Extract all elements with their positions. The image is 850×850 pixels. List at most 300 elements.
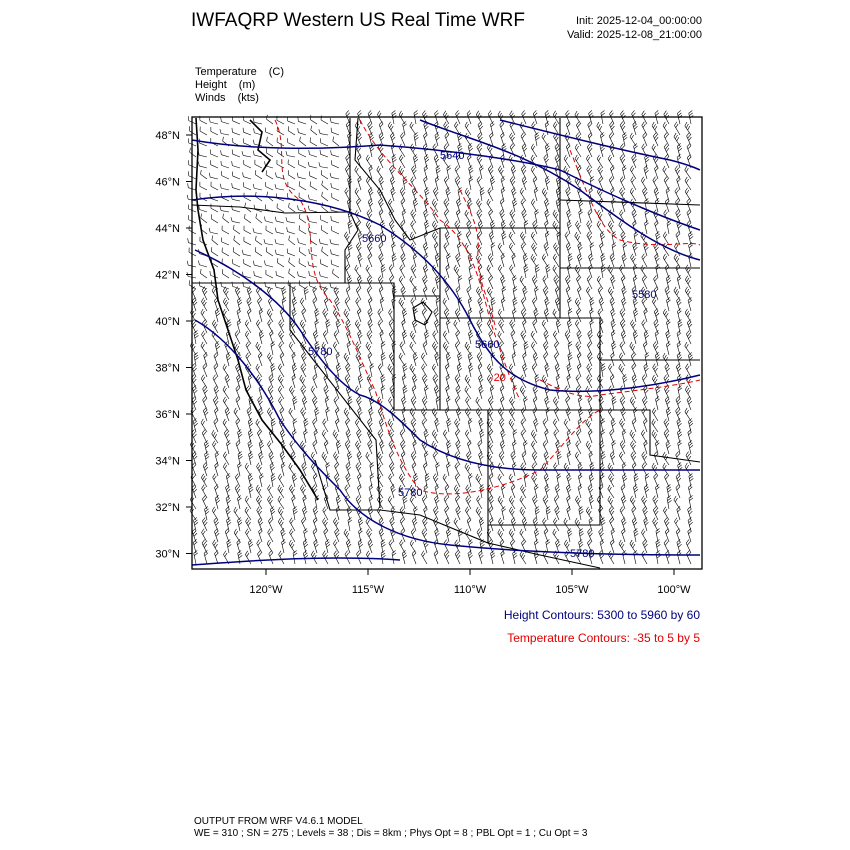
wind-barb xyxy=(574,496,584,509)
wind-barb xyxy=(209,182,220,190)
wind-barb xyxy=(210,236,220,245)
wind-barb xyxy=(413,253,420,267)
wind-barb xyxy=(535,132,541,146)
wind-barb xyxy=(619,155,628,168)
wind-barb xyxy=(530,441,540,454)
wind-barb xyxy=(410,419,420,432)
wind-barb xyxy=(651,419,662,432)
wind-barb xyxy=(629,254,639,267)
wind-barb xyxy=(267,320,277,333)
wind-barb xyxy=(633,275,640,289)
wind-barb xyxy=(531,276,540,289)
wind-barb xyxy=(334,462,343,476)
wind-barb xyxy=(607,155,617,168)
wind-barb xyxy=(388,265,397,278)
wind-barb xyxy=(442,298,453,311)
wind-barb xyxy=(444,132,453,146)
wind-barb xyxy=(541,188,551,201)
wind-barb xyxy=(597,166,607,179)
wind-barb xyxy=(641,122,651,135)
wind-barb xyxy=(189,441,199,454)
wind-barb xyxy=(210,214,221,223)
wind-barb xyxy=(488,495,497,509)
wind-barb xyxy=(211,320,221,333)
wind-barb xyxy=(277,507,287,520)
field-height: Height (m) xyxy=(195,79,256,91)
wind-barb xyxy=(645,352,651,366)
wind-barb xyxy=(257,298,266,311)
wind-barb xyxy=(264,170,275,179)
wind-barb xyxy=(519,551,530,564)
wind-barb xyxy=(677,319,683,333)
lon-tick-label: 115°W xyxy=(351,584,385,596)
wind-barb xyxy=(454,474,463,487)
wind-barb xyxy=(345,473,354,487)
wind-barb xyxy=(557,451,563,465)
wind-barb xyxy=(289,518,299,531)
wind-barb xyxy=(497,463,507,476)
wind-barb xyxy=(209,127,220,135)
wind-barb xyxy=(354,320,364,333)
wind-barb xyxy=(297,149,308,157)
wind-barb xyxy=(619,441,628,454)
wind-barb xyxy=(287,236,297,245)
wind-barb xyxy=(673,287,684,300)
wind-barb xyxy=(345,419,354,432)
wind-barb xyxy=(665,187,672,201)
wind-barb xyxy=(630,353,639,366)
wind-barb xyxy=(587,209,596,223)
wind-barb xyxy=(553,243,563,256)
wind-barb xyxy=(266,309,276,322)
wind-barb xyxy=(633,484,640,498)
wind-barb xyxy=(267,485,277,498)
wind-barb xyxy=(642,188,651,201)
wind-barb xyxy=(257,551,266,564)
wind-barb xyxy=(655,440,662,454)
wind-barb xyxy=(193,517,200,531)
wind-barb xyxy=(501,484,508,498)
wind-barb xyxy=(219,117,230,124)
wind-barb xyxy=(585,441,595,454)
wind-barb xyxy=(245,518,255,531)
wind-barb xyxy=(673,133,684,146)
wind-barb xyxy=(598,550,607,564)
wind-barb xyxy=(299,485,309,498)
wind-barb xyxy=(508,419,518,432)
wind-barb xyxy=(502,286,508,300)
wind-barb xyxy=(520,331,530,344)
wind-barb xyxy=(629,133,639,146)
wind-barb xyxy=(241,172,252,179)
wind-barb xyxy=(618,419,628,432)
wind-barb xyxy=(609,253,617,267)
wind-barb xyxy=(277,485,288,498)
wind-barb xyxy=(442,342,452,355)
temp-contour-5 xyxy=(460,190,496,330)
wind-barb xyxy=(293,551,299,564)
wind-barb xyxy=(309,126,319,135)
wind-barb xyxy=(270,341,276,355)
wind-barb xyxy=(686,209,695,223)
wind-barb xyxy=(277,474,287,487)
wind-barb xyxy=(308,150,319,157)
wind-barb xyxy=(488,429,497,443)
border-ut-co xyxy=(394,228,440,410)
wind-barb xyxy=(611,198,618,212)
wind-barb xyxy=(222,298,232,311)
wind-barb xyxy=(187,280,198,289)
wind-barb xyxy=(629,397,639,410)
wind-barb xyxy=(296,128,307,135)
wind-barb xyxy=(490,220,497,234)
wind-barb xyxy=(488,209,497,223)
wind-barb xyxy=(545,264,552,278)
wind-barb xyxy=(244,529,254,542)
wind-barb xyxy=(321,452,332,465)
wind-barb xyxy=(245,353,255,366)
wind-barb xyxy=(653,275,662,289)
wind-barb xyxy=(477,132,486,146)
model-info xyxy=(194,816,587,840)
wind-barb xyxy=(652,507,661,520)
height-label: 5660 xyxy=(362,233,387,245)
wind-barb xyxy=(655,484,662,498)
wind-barb xyxy=(288,529,298,542)
wind-barb xyxy=(512,308,519,322)
wind-barb xyxy=(513,429,519,443)
wind-barb xyxy=(563,419,573,432)
wind-barb xyxy=(519,485,529,498)
lon-tick-label: 120°W xyxy=(249,584,283,596)
wind-barb xyxy=(491,242,497,256)
wind-barb xyxy=(285,227,296,234)
wind-barb xyxy=(255,485,265,498)
wind-barb xyxy=(296,271,307,278)
wind-barb xyxy=(523,264,530,278)
wind-barb xyxy=(221,269,232,278)
wind-barb xyxy=(644,220,651,234)
wind-barb xyxy=(530,243,540,256)
wind-barb xyxy=(442,331,452,344)
wind-barb xyxy=(307,206,318,212)
wind-barb xyxy=(455,440,464,454)
wind-barb xyxy=(222,287,232,300)
wind-barb xyxy=(242,138,253,146)
wind-barb xyxy=(398,353,409,366)
wind-barb xyxy=(501,231,508,245)
wind-barb xyxy=(465,496,475,509)
wind-barb xyxy=(319,259,330,267)
wind-barb xyxy=(297,280,308,289)
wind-barb xyxy=(466,220,475,234)
wind-barb xyxy=(574,155,584,168)
height-labels xyxy=(308,150,656,560)
wind-barb xyxy=(391,341,397,355)
wind-barb xyxy=(308,171,319,179)
wind-barb xyxy=(490,550,497,564)
wind-barb xyxy=(313,429,321,443)
wind-barb xyxy=(644,484,651,498)
wind-barb xyxy=(468,308,475,322)
wind-barb xyxy=(410,210,420,223)
wind-barb xyxy=(497,320,507,333)
wind-barb xyxy=(453,419,463,432)
wind-barb xyxy=(201,540,210,553)
wind-barb xyxy=(454,342,463,355)
wind-barb xyxy=(244,320,254,333)
wind-barb xyxy=(542,496,552,509)
wind-barb xyxy=(331,269,341,278)
wind-barb xyxy=(651,122,661,135)
wind-barb xyxy=(198,182,209,190)
wind-barb xyxy=(446,253,453,267)
wind-barb xyxy=(399,188,408,201)
wind-barb xyxy=(607,485,618,498)
wind-barb xyxy=(285,151,296,157)
wind-barb xyxy=(235,385,244,399)
wind-barb xyxy=(487,188,497,201)
wind-barb xyxy=(454,177,464,190)
wind-barb xyxy=(234,485,243,498)
wind-barb xyxy=(596,353,606,366)
wind-barb xyxy=(420,364,430,377)
wind-barb xyxy=(322,419,332,432)
wind-barb xyxy=(443,199,453,212)
wind-barb xyxy=(264,128,275,135)
wind-barb xyxy=(424,198,431,212)
wind-barb xyxy=(331,137,341,146)
wind-barb xyxy=(587,121,596,135)
wind-barb xyxy=(391,297,398,311)
wind-barb xyxy=(588,451,596,465)
wind-barb xyxy=(443,496,452,509)
wind-barb xyxy=(401,209,408,223)
wind-barb xyxy=(532,496,541,509)
wind-barb xyxy=(601,264,607,278)
wind-barb xyxy=(652,342,661,355)
wind-barb xyxy=(220,161,231,168)
wind-barb xyxy=(508,232,518,245)
wind-barb xyxy=(388,452,397,465)
init-time: Init: 2025-12-04_00:00:00 xyxy=(576,15,702,27)
wind-barb xyxy=(366,276,375,289)
wind-barb xyxy=(307,228,318,234)
wind-barb xyxy=(199,170,209,179)
wind-barb xyxy=(231,128,242,135)
wind-barb xyxy=(222,419,232,432)
wind-barb xyxy=(512,198,519,212)
wind-barb xyxy=(242,237,253,245)
wind-barb xyxy=(402,330,409,344)
wind-barb xyxy=(297,259,308,267)
wind-barb xyxy=(189,507,199,520)
wind-barb xyxy=(420,353,430,366)
wind-barb xyxy=(662,232,672,245)
wind-barb xyxy=(585,507,595,520)
wind-barb xyxy=(609,121,618,135)
wind-barb xyxy=(332,309,342,322)
wind-barb xyxy=(468,363,475,377)
wind-barb xyxy=(233,507,244,520)
wind-barb xyxy=(490,121,497,135)
wind-barb xyxy=(288,485,298,498)
wind-barb xyxy=(651,408,661,421)
wind-barb xyxy=(312,397,321,410)
wind-barb xyxy=(521,451,530,465)
wind-barb xyxy=(446,396,453,410)
border-mexico xyxy=(315,460,488,543)
wind-barb xyxy=(392,550,398,564)
wind-barb xyxy=(348,517,354,531)
wind-barb xyxy=(231,171,242,179)
wind-barb xyxy=(575,386,584,399)
wind-barb xyxy=(554,154,563,168)
temp-contour-3 xyxy=(540,380,700,396)
wind-barb xyxy=(230,183,241,190)
map-title: IWFAQRP Western US Real Time WRF xyxy=(191,10,525,31)
wind-barb xyxy=(298,247,309,256)
wind-barb xyxy=(202,496,211,509)
wind-barb xyxy=(619,177,628,190)
wind-barb xyxy=(288,342,298,355)
wind-barb xyxy=(688,484,695,498)
wind-barb xyxy=(344,298,354,311)
wind-barb xyxy=(509,133,519,146)
wind-barb xyxy=(464,243,475,256)
wind-barb xyxy=(409,276,420,289)
wind-barb xyxy=(677,143,684,157)
wind-barb xyxy=(197,162,208,168)
wind-barb xyxy=(486,287,496,300)
lat-tick-label: 46°N xyxy=(155,176,180,189)
wind-barb xyxy=(629,540,640,553)
wind-barb xyxy=(271,473,277,487)
wind-barb xyxy=(508,265,518,278)
wind-barb xyxy=(686,132,695,146)
wind-barb xyxy=(645,473,651,487)
wind-barb xyxy=(476,177,485,190)
wind-barb xyxy=(622,473,629,487)
wind-barb xyxy=(510,451,519,465)
wind-barb xyxy=(267,386,276,399)
wind-barb xyxy=(688,297,695,311)
wind-barb xyxy=(209,160,220,168)
wind-barb xyxy=(244,496,254,509)
wind-barb xyxy=(390,506,397,520)
wind-barb xyxy=(531,474,541,487)
wind-barb xyxy=(200,474,210,487)
wind-barb xyxy=(297,225,308,234)
wind-barb xyxy=(345,462,354,476)
wind-barb xyxy=(345,265,354,278)
wind-barb xyxy=(520,298,529,311)
wind-barb xyxy=(530,331,540,344)
wind-barb xyxy=(446,440,453,454)
wind-barb xyxy=(568,253,574,267)
wind-barb xyxy=(226,539,233,553)
wind-barb xyxy=(542,419,552,432)
temperature-legend: Temperature Contours: -35 to 5 by 5 xyxy=(507,631,700,645)
wind-barb xyxy=(303,429,310,443)
wind-barb xyxy=(237,297,244,311)
wind-barb xyxy=(252,184,263,190)
wind-barb xyxy=(320,247,330,256)
wind-barb xyxy=(497,265,507,278)
wind-barb xyxy=(454,375,463,388)
wind-barb xyxy=(530,254,541,267)
wind-barb xyxy=(568,309,574,322)
wind-barb xyxy=(446,165,453,179)
wind-barb xyxy=(575,375,585,388)
wind-barb xyxy=(688,253,695,267)
wind-barb xyxy=(622,550,629,564)
wind-barb xyxy=(226,473,233,487)
wind-barb xyxy=(641,254,651,267)
wind-barb xyxy=(454,496,463,509)
wind-barb xyxy=(630,177,640,190)
wind-barb xyxy=(675,473,683,487)
height-label: 5780 xyxy=(570,548,595,560)
wind-barb xyxy=(567,297,574,311)
wind-barb xyxy=(663,430,672,443)
wind-barb xyxy=(329,173,340,179)
wind-barb xyxy=(345,154,354,168)
wind-barb xyxy=(259,473,266,487)
wind-barb xyxy=(367,121,376,135)
wind-barb xyxy=(689,495,695,509)
coastline-west xyxy=(196,118,318,500)
wind-barb xyxy=(230,161,241,168)
wind-barb xyxy=(534,187,541,201)
wind-barb xyxy=(600,231,607,245)
wind-barb xyxy=(641,551,651,564)
wind-barb xyxy=(347,220,353,234)
wind-barb xyxy=(553,430,563,443)
wind-barb xyxy=(468,473,475,487)
wind-barb xyxy=(358,374,365,388)
wind-barb xyxy=(454,166,464,179)
wind-barb xyxy=(388,540,398,553)
wind-barb xyxy=(622,374,629,388)
wind-barb xyxy=(524,341,530,355)
wind-barb xyxy=(554,342,563,355)
wind-barb xyxy=(422,518,431,531)
wind-barb xyxy=(389,276,398,289)
wind-barb xyxy=(424,154,431,168)
wind-barb xyxy=(278,551,288,564)
wind-barb xyxy=(596,375,606,388)
wind-barb xyxy=(330,226,341,234)
wind-barb xyxy=(618,353,628,366)
wind-barb xyxy=(488,540,497,553)
wind-barb xyxy=(585,287,595,300)
border-wy xyxy=(440,228,560,318)
wind-barb xyxy=(443,243,453,256)
wind-barb xyxy=(389,385,398,399)
wind-barb xyxy=(248,539,255,553)
wind-barb xyxy=(619,342,629,355)
wind-barb xyxy=(542,441,551,454)
wind-barb xyxy=(222,386,232,399)
wind-barb xyxy=(226,440,233,454)
wind-barb xyxy=(344,441,353,454)
wind-barb xyxy=(389,165,398,179)
wind-barb xyxy=(277,375,287,388)
wind-barb xyxy=(556,187,563,201)
wind-barb xyxy=(274,217,285,223)
model-version: OUTPUT FROM WRF V4.6.1 MODEL xyxy=(194,816,363,827)
